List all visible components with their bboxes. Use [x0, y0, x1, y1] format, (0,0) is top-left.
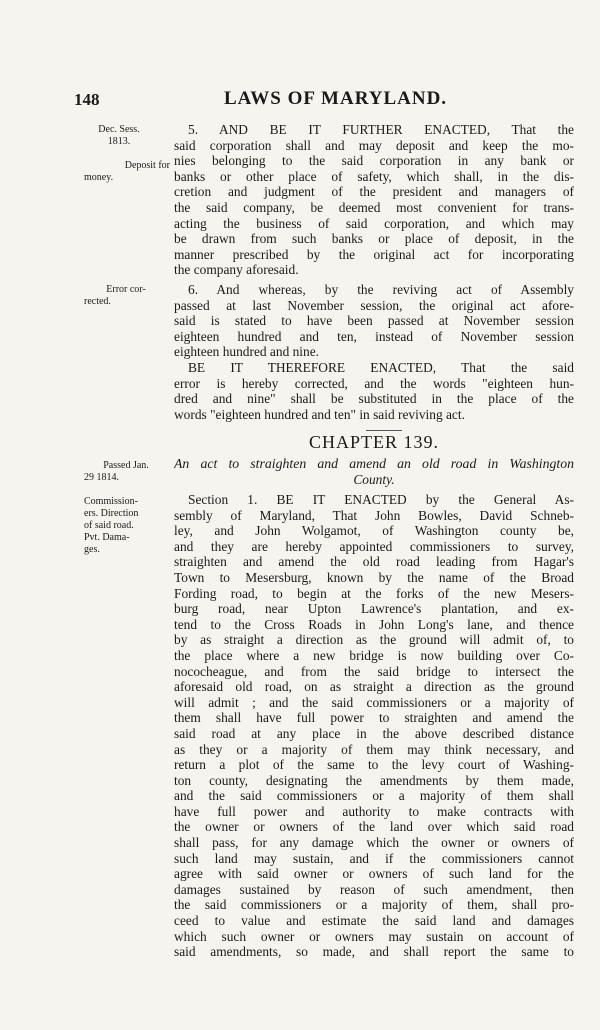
text-line: ceed to value and estimate the said land and damages	[174, 913, 574, 929]
text-line: the owner or owners of the land over which said road	[174, 819, 574, 835]
chapter-title: CHAPTER 139.	[308, 432, 439, 452]
text-line: the said company, be deemed most convenient for trans-	[174, 199, 574, 215]
act-title-line: County.	[353, 471, 395, 487]
margin-note-line: ers. Direction	[84, 508, 139, 519]
text-line: shall pass, for any damage which the owner or owners of	[174, 835, 574, 851]
text-line: said corporation shall and may deposit and keep the mo-	[174, 137, 574, 153]
text-line: 6. And whereas, by the reviving act of Assembly	[188, 282, 574, 297]
text-line: straighten and amend the old road leading from Hagar's	[174, 554, 574, 570]
text-line: Section 1. BE IT ENACTED by the General As-	[188, 492, 574, 507]
text-line: and they are hereby appointed commissioners to survey,	[174, 538, 574, 554]
margin-note-session	[84, 124, 154, 148]
margin-note-passed	[84, 460, 168, 484]
margin-note-line: ges.	[84, 544, 100, 555]
text-line: sembly of Maryland, That John Bowles, David Schneb-	[174, 507, 574, 523]
text-line: eighteen hundred and ten, instead of November session	[174, 328, 574, 344]
margin-note-line: of said road.	[84, 520, 134, 531]
text-line: which such owner or owners may sustain on account of	[174, 928, 574, 944]
text-line: eighteen hundred and nine.	[174, 344, 320, 360]
text-line: them shall have full power to straighten and amend the	[174, 710, 574, 726]
text-line: be drawn from such banks or place of deposit, in the	[174, 231, 574, 247]
running-title: LAWS OF MARYLAND.	[224, 88, 448, 109]
text-line: return a plot of the same to the levy court of Washing-	[174, 757, 574, 773]
text-line: cretion and judgment of the president and managers of	[174, 184, 574, 200]
text-line: aforesaid old road, on as straight a direction as the ground	[174, 679, 574, 695]
text-line: the place where a new bridge is now building over Co-	[174, 647, 574, 663]
margin-note-line: Dec. Sess.	[98, 124, 140, 135]
act-title-line: An act to straighten and amend an old road in Washington	[174, 456, 574, 471]
section-1	[174, 492, 574, 960]
text-line: and the said commissioners or a majority of them shall	[174, 788, 574, 804]
page-number: 148	[74, 90, 100, 109]
section-5	[174, 122, 574, 278]
text-line: words "eighteen hundred and ten" in said reviving act.	[174, 406, 465, 422]
section-6	[174, 282, 574, 422]
text-line: such land may sustain, and if the commissioners cannot	[174, 850, 574, 866]
text-line: burg road, near Upton Lawrence's plantation, and ex-	[174, 601, 574, 617]
act-title	[174, 456, 574, 487]
margin-note-deposit	[84, 160, 170, 184]
text-line: error is hereby corrected, and the words "eighteen hun-	[174, 375, 574, 391]
text-line: passed at last November session, the original act afore-	[174, 297, 574, 313]
margin-note-error	[84, 284, 168, 308]
margin-note-line: money.	[84, 172, 114, 183]
text-line: banks or other place of safety, which shall, in the dis-	[174, 168, 574, 184]
text-line: manner prescribed by the original act for incorporating	[174, 246, 574, 262]
text-line: BE IT THEREFORE ENACTED, That the said	[188, 359, 574, 375]
text-line: agree with said owner or owners of such land for the	[174, 866, 574, 882]
margin-note-line: 1813.	[107, 136, 131, 147]
text-line: said is stated to have been passed at November session	[174, 313, 574, 329]
margin-note-line: Commission-	[84, 496, 138, 507]
text-line: said amendments, so made, and shall report the same to	[174, 944, 574, 960]
text-line: damages sustained by reason of such amendment, then	[174, 881, 574, 897]
text-line: Town to Mesersburg, known by the name of the Broad	[174, 569, 574, 585]
margin-note-line: Deposit for	[124, 160, 170, 171]
divider-ornament	[366, 424, 402, 431]
text-line: ley, and John Wolgamot, of Washington county be,	[174, 523, 574, 539]
text-line: 5. AND BE IT FURTHER ENACTED, That the	[188, 122, 574, 137]
text-line: said road at any place in the above described distance	[174, 725, 574, 741]
page-header	[74, 88, 572, 114]
text-line: acting the business of said corporation, and which may	[174, 215, 574, 231]
margin-note-commission	[84, 496, 168, 556]
margin-note-line: Error cor-	[106, 284, 146, 295]
margin-note-line: 29 1814.	[84, 472, 119, 483]
text-line: nococheague, and from the said bridge to intersect the	[174, 663, 574, 679]
margin-note-line: rected.	[84, 296, 111, 307]
text-line: Fording road, to begin at the forks of the new Mesers-	[174, 585, 574, 601]
text-line: have full power and authority to make contracts with	[174, 803, 574, 819]
text-line: nies belonging to the said corporation in any bank or	[174, 153, 574, 169]
text-line: will admit ; and the said commissioners or a majority of	[174, 694, 574, 710]
text-line: the company aforesaid.	[174, 262, 299, 278]
text-line: as they or a majority of them may think necessary, and	[174, 741, 574, 757]
text-line: the said commissioners or a majority of them, shall pro-	[174, 897, 574, 913]
text-line: tend to the Cross Roads in John Long's lane, and thence	[174, 616, 574, 632]
text-line: ton county, designating the amendments by them made,	[174, 772, 574, 788]
text-line: by as straight a direction as the ground will admit of, to	[174, 632, 574, 648]
text-line: dred and nine" shall be substituted in the place of the	[174, 391, 574, 407]
margin-note-line: Pvt. Dama-	[84, 532, 130, 543]
margin-note-line: Passed Jan.	[103, 460, 149, 471]
